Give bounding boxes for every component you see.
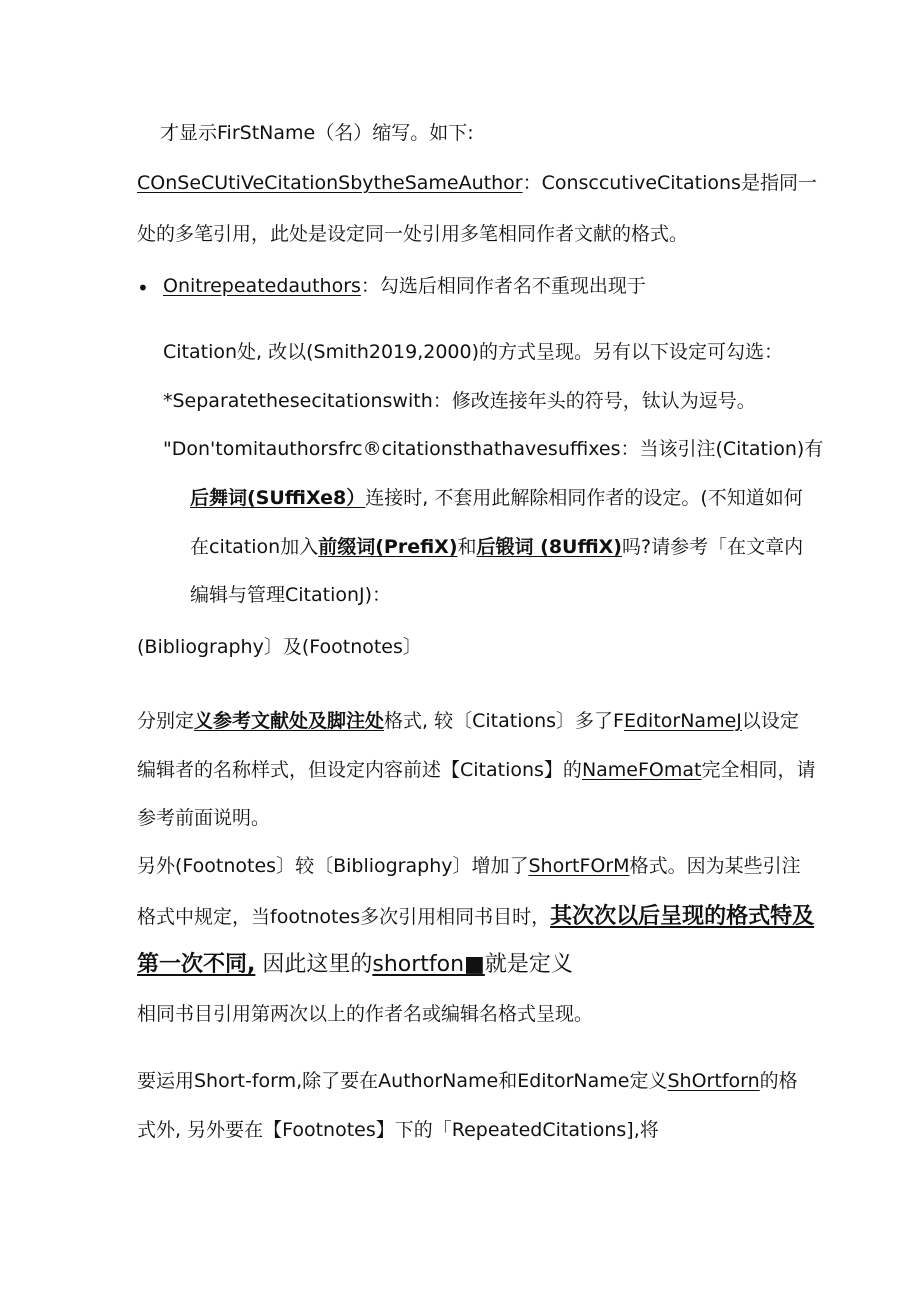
paragraph-line xyxy=(163,276,646,298)
paragraph-line xyxy=(137,1071,798,1093)
text: 以设定 xyxy=(741,710,799,732)
text: 吗?请参考「在文章内 xyxy=(622,536,804,558)
paragraph-line xyxy=(137,1120,659,1142)
term-shortform-2: ShOrtforn xyxy=(667,1070,760,1092)
section-heading xyxy=(137,637,422,659)
paragraph-line xyxy=(137,952,573,977)
term-suffix: 后锻词 (8UffiX) xyxy=(476,536,622,558)
paragraph-line xyxy=(137,808,270,830)
text: 格式。因为某些引注 xyxy=(629,855,801,877)
bullet-icon: • xyxy=(137,276,149,300)
paragraph-line xyxy=(163,391,756,413)
text: 编辑者的名称样式，但设定内容前述【Citations】的 xyxy=(137,759,582,781)
paragraph-line xyxy=(137,1004,593,1026)
paragraph-line xyxy=(137,904,814,929)
term-bibliography-footnotes: 义参考文献处及脚注处 xyxy=(194,710,385,732)
text: ：勾选后相同作者名不重现出现于 xyxy=(360,275,646,297)
term-consecutive-citations: COnSeCUtiVeCitationSbytheSameAuthor xyxy=(137,172,523,194)
text: 相同书目引用第两次以上的作者名或编辑名格式呈现。 xyxy=(137,1003,594,1025)
text: 要运用Short-form,除了要在AuthorName和EditorName定义 xyxy=(137,1070,668,1092)
emphasis-text: 第一次不同, xyxy=(137,952,256,977)
text: 因此这里的 xyxy=(255,952,373,977)
paragraph-line xyxy=(137,224,688,246)
term-omit-repeated-authors: Onitrepeatedauthors xyxy=(163,275,361,297)
paragraph-line xyxy=(137,711,799,733)
paragraph-line xyxy=(190,488,803,510)
text: 和 xyxy=(457,536,477,558)
text: 连接时, 不套用此解除相同作者的设定。(不知道如何 xyxy=(365,487,803,509)
heading-text: (Bibliography〕及(Footnotes〕 xyxy=(137,636,422,658)
paragraph-line xyxy=(190,585,391,607)
paragraph-line xyxy=(137,760,816,782)
text: 就是定义 xyxy=(484,952,573,977)
paragraph-line xyxy=(163,342,783,364)
text: 式外, 另外要在【Footnotes】下的「RepeatedCitations],将 xyxy=(137,1119,659,1141)
text: 处的多笔引用，此处是设定同一处引用多笔相同作者文献的格式。 xyxy=(137,223,689,245)
term-suffixes: 后舞词(SUffiXe8） xyxy=(190,487,366,509)
term-shortform: shortfon■ xyxy=(372,952,485,977)
text: 参考前面说明。 xyxy=(137,807,271,829)
text: 编辑与管理CitationJ)： xyxy=(190,584,392,606)
text: *Separatethesecitationswith：修改连接年头的符号，钛认为逗号。 xyxy=(163,390,756,412)
text: 在citation加入 xyxy=(190,536,319,558)
paragraph-line xyxy=(137,173,817,195)
term-prefix: 前缀词(PrefiX) xyxy=(318,536,458,558)
term-name-format: NameFOmat xyxy=(581,759,702,781)
paragraph-line xyxy=(163,439,823,461)
term-short-form: ShortFOrM xyxy=(528,855,630,877)
text: Citation处, 改以(Smith2019,2000)的方式呈现。另有以下设定可勾选： xyxy=(163,341,784,363)
term-editor-name: EditorNameJ xyxy=(623,710,742,732)
text: 完全相同，请 xyxy=(701,759,816,781)
paragraph-line xyxy=(190,537,803,559)
text: 的格 xyxy=(759,1070,798,1092)
text: 另外(Footnotes〕较〔Bibliography〕增加了 xyxy=(137,855,529,877)
text: 格式, 较〔Citations〕多了F xyxy=(384,710,624,732)
paragraph-line xyxy=(160,123,474,145)
paragraph-line xyxy=(137,856,801,878)
text: 格式中规定，当footnotes多次引用相同书目时， xyxy=(137,906,551,928)
text: 分别定 xyxy=(137,710,195,732)
emphasis-text: 其次次以后呈现的格式特及 xyxy=(550,904,815,929)
text: "Don'tomitauthorsfrc®citationsthathavesuffixes：当该引注(Citation)有 xyxy=(163,438,824,460)
text: ：ConsccutiveCitations是指同一 xyxy=(522,172,817,194)
text: 才显示FirStName（名）缩写。如下: xyxy=(160,122,474,144)
